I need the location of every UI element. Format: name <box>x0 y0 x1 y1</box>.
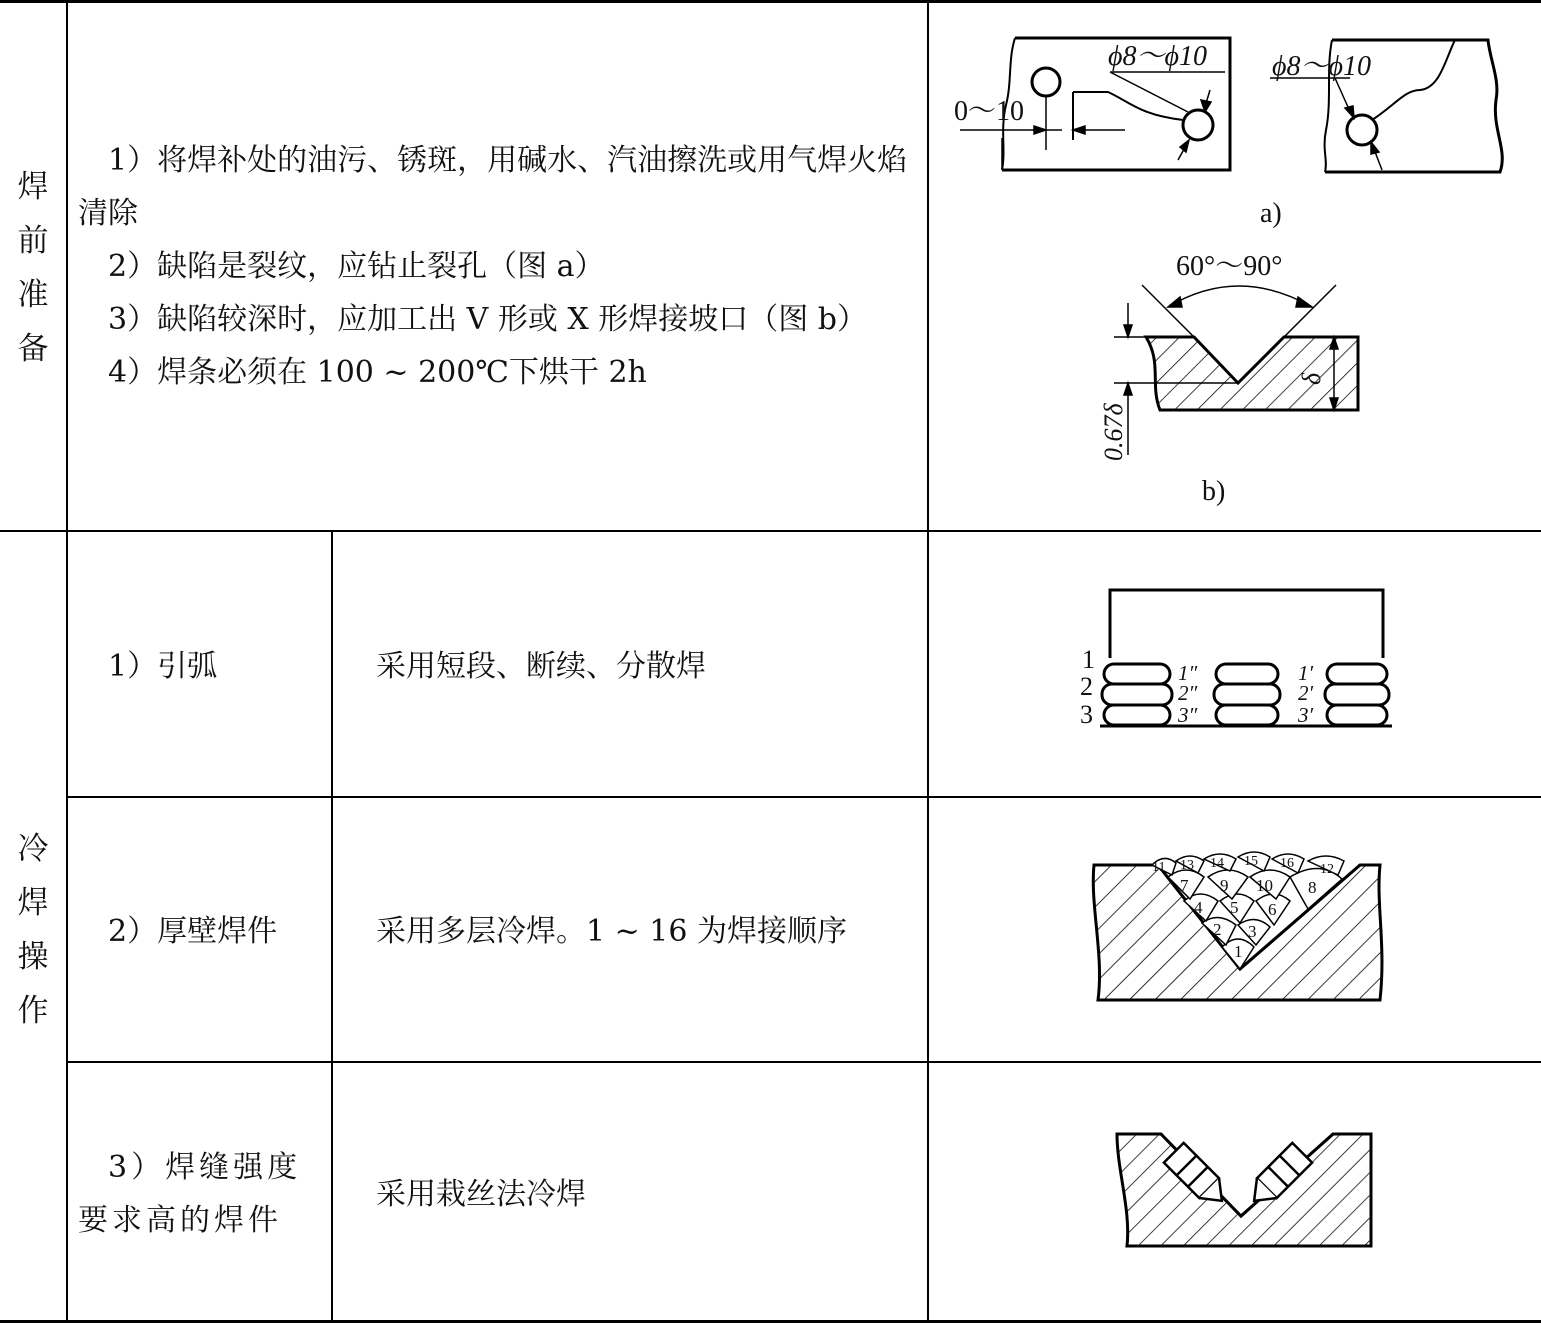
fig-a-caption: a) <box>1260 198 1282 229</box>
fig-a-dim-hole-2: ϕ8～ϕ10 <box>1272 51 1371 82</box>
arc-mid-label-2: 2″ <box>1178 681 1198 705</box>
table-top-border <box>0 0 1541 3</box>
case-column-divider <box>331 531 333 1323</box>
figure-a-stop-holes <box>940 20 1530 240</box>
bead-label: 2 <box>1213 920 1222 939</box>
label-char: 冷 <box>17 831 49 867</box>
fig-b-angle: 60°～90° <box>1176 251 1283 282</box>
arc-mid-label-3: 3″ <box>1178 703 1198 727</box>
fig-a-dim-hole-1: ϕ8～ϕ10 <box>1108 41 1207 72</box>
arc-right-label-2: 2′ <box>1298 681 1314 705</box>
label-char: 准 <box>17 277 49 313</box>
preparation-steps <box>78 134 920 399</box>
figure-column-divider <box>927 0 929 1323</box>
bead-label: 12 <box>1320 862 1334 877</box>
fig-b-thickness: δ <box>1297 372 1326 385</box>
section-label-preparation <box>0 160 66 376</box>
prep-step-3: 3）缺陷较深时，应加工出 V 形或 X 形焊接坡口（图 b） <box>108 302 867 337</box>
row-divider-1 <box>66 796 1541 798</box>
arc-mid-label-1: 1″ <box>1178 661 1198 685</box>
bead-label: 10 <box>1256 876 1273 895</box>
bead-label: 8 <box>1308 878 1317 897</box>
figure-multilayer-weld <box>1080 845 1390 1015</box>
bead-label: 7 <box>1180 876 1189 895</box>
label-char: 操 <box>17 939 49 975</box>
bead-label: 1 <box>1234 942 1243 961</box>
bead-label: 3 <box>1248 922 1257 941</box>
bead-label: 13 <box>1180 858 1194 873</box>
bead-label: 4 <box>1194 898 1203 917</box>
row3-case: 3）焊缝强度要求高的焊件 <box>78 1150 302 1238</box>
arc-label-3: 3 <box>1080 700 1093 729</box>
row2-case: 2）厚壁焊件 <box>108 914 278 949</box>
arc-right-label-1: 1′ <box>1298 661 1314 685</box>
row1-method: 采用短段、断续、分散焊 <box>376 649 706 684</box>
bead-label: 6 <box>1268 900 1277 919</box>
fig-b-depth: 0.67δ <box>1099 403 1128 461</box>
bead-label: 5 <box>1230 898 1239 917</box>
bead-label: 11 <box>1152 860 1166 875</box>
label-char: 备 <box>17 331 49 367</box>
label-char: 焊 <box>17 885 49 921</box>
prep-step-1: 1）将焊补处的油污、锈斑，用碱水、汽油擦洗或用气焊火焰清除 <box>78 143 908 231</box>
section-divider <box>0 530 1541 532</box>
figure-arc-strike <box>1070 580 1400 750</box>
bead-label: 9 <box>1220 876 1229 895</box>
label-char: 作 <box>17 993 49 1029</box>
bead-label: 15 <box>1244 854 1258 869</box>
prep-step-2: 2）缺陷是裂纹，应钻止裂孔（图 a） <box>108 249 605 284</box>
arc-label-1: 1 <box>1082 645 1095 674</box>
row3-method: 采用栽丝法冷焊 <box>376 1177 586 1212</box>
bead-label: 14 <box>1210 856 1224 871</box>
fig-a-dim-left: 0～10 <box>954 96 1025 127</box>
prep-step-4: 4）焊条必须在 100 ~ 200℃下烘干 2h <box>108 355 647 390</box>
label-char: 焊 <box>17 169 49 205</box>
bead-label: 16 <box>1280 856 1294 871</box>
row-divider-2 <box>66 1061 1541 1063</box>
fig-b-caption: b) <box>1202 476 1226 507</box>
arc-label-2: 2 <box>1080 672 1093 701</box>
row2-method: 采用多层冷焊。1 ~ 16 为焊接顺序 <box>376 914 848 949</box>
label-column-divider <box>66 0 68 1323</box>
arc-right-label-3: 3′ <box>1298 703 1314 727</box>
figure-stud-welding <box>1105 1120 1385 1260</box>
label-char: 前 <box>17 223 49 259</box>
section-label-cold-welding <box>0 822 66 1038</box>
figure-b-v-groove <box>1090 245 1390 510</box>
row1-case: 1）引弧 <box>108 649 218 684</box>
